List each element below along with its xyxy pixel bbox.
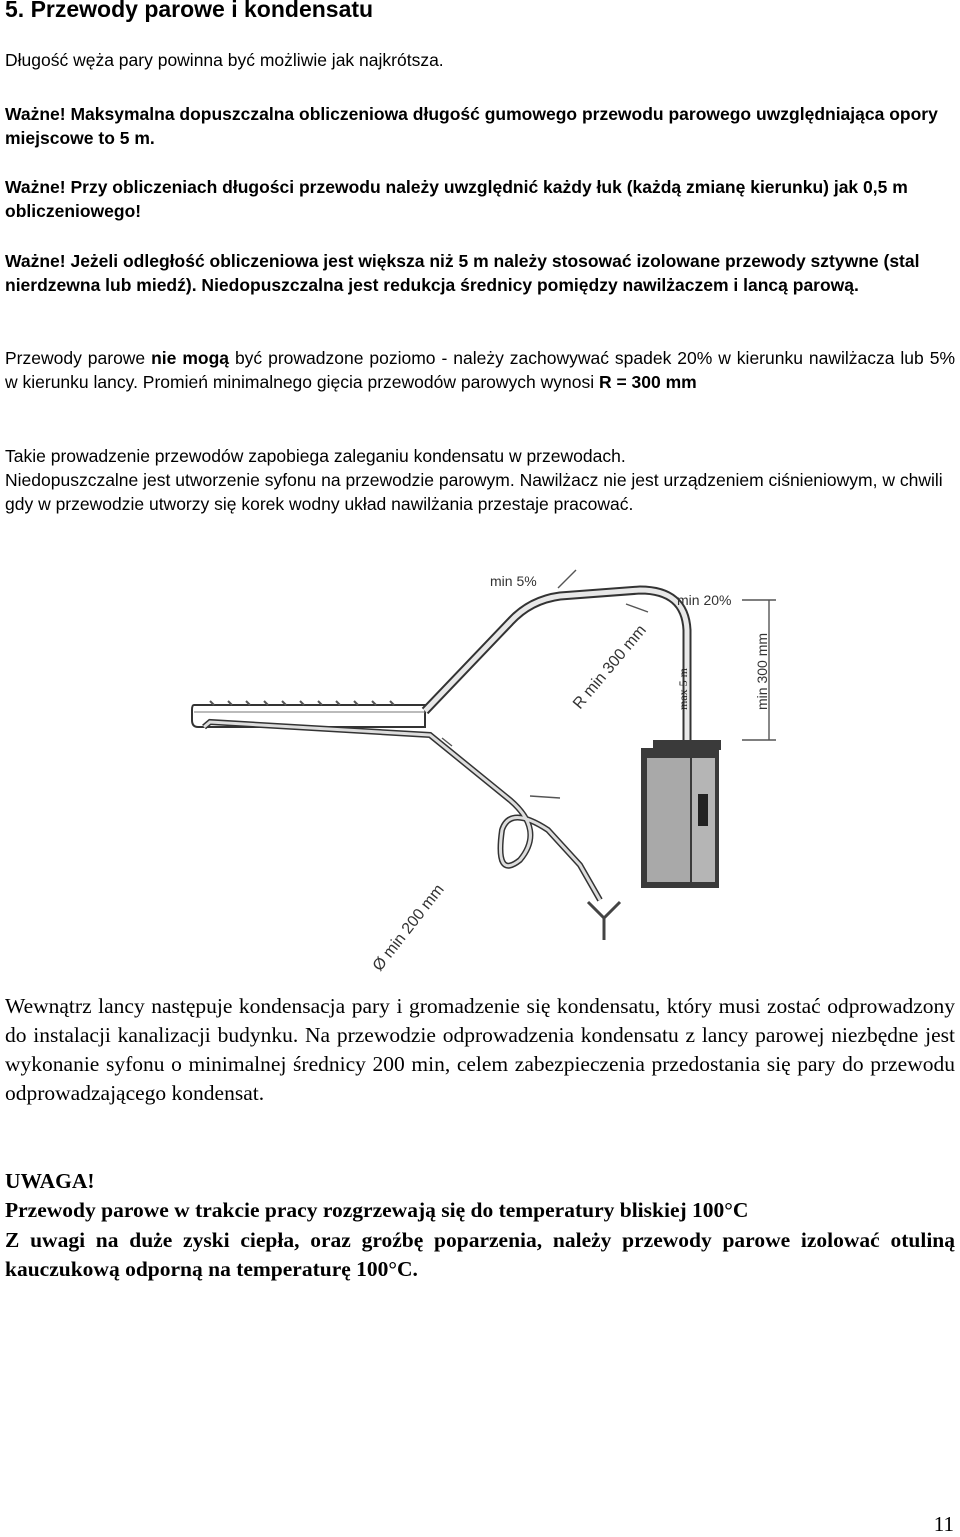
page-number: 11	[933, 1512, 954, 1536]
condensate-text-2: Niedopuszczalne jest utworzenie syfonu na przewodzie parowym. Nawilżacz nie jest urządzeniem ciśnieniowym, w chwili gdy w przewodzie utworzy się korek wodny układ nawilżania przestaje pracować.	[5, 470, 943, 514]
condensate-lance-paragraph: Wewnątrz lancy następuje kondensacja pary i gromadzenie się kondensatu, który musi zostać odprowadzony do instalacji kanalizacji budynku. Na przewodzie odprowadzenia kondensatu z lancy parowej niezbędne jest wykonanie syfonu o minimalnej średnicy 200 min, celem zabezpieczenia przedostania się pary do przewodu odprowadzającego kondensat.	[5, 994, 955, 1105]
section-heading: 5. Przewody parowe i kondensatu	[5, 0, 374, 22]
label-siphon-diameter: Ø min 200 mm	[369, 881, 448, 975]
warning-rigid-pipes-text: Ważne! Jeżeli odległość obliczeniowa jest większa niż 5 m należy stosować izolowane przewody sztywne (stal nierdzewna lub miedź).	[5, 251, 920, 295]
intro-paragraph: Długość węża pary powinna być możliwie jak najkrótsza.	[5, 50, 444, 70]
label-min-300: min 300 mm	[754, 632, 770, 710]
warning-insulation: Z uwagi na duże zyski ciepła, oraz groźbę poparzenia, należy przewody parowe izolować otuliną kauczukową odporną na temperaturę 100°C.	[5, 1228, 955, 1281]
routing-paragraph	[5, 346, 955, 394]
routing-text-1: Przewody parowe	[5, 348, 152, 368]
label-radius: R min 300 mm	[570, 621, 650, 713]
routing-emphasis: nie mogą	[151, 348, 230, 368]
label-min-20: min 20%	[677, 592, 732, 608]
steam-hose-diagram	[180, 560, 780, 1000]
warning-temperature: Przewody parowe w trakcie pracy rozgrzewają się do temperatury bliskiej 100°C	[5, 1198, 749, 1222]
warning-rigid-pipes	[5, 249, 955, 297]
warning-diameter-text: Niedopuszczalna jest redukcja średnicy pomiędzy nawilżaczem i lancą parową.	[196, 275, 859, 295]
warning-title: UWAGA!	[5, 1169, 95, 1193]
warning-max-length: Ważne! Maksymalna dopuszczalna obliczeniowa długość gumowego przewodu parowego uwzględniająca opory miejscowe to 5 m.	[5, 104, 938, 148]
warning-bends: Ważne! Przy obliczeniach długości przewodu należy uwzględnić każdy łuk (każdą zmianę kierunku) jak 0,5 m obliczeniowego!	[5, 177, 908, 221]
label-min-5: min 5%	[490, 573, 537, 589]
steam-hose	[425, 590, 687, 746]
routing-radius: R = 300 mm	[598, 372, 697, 392]
label-max-5m: max 5 m	[676, 668, 690, 710]
drain-symbol	[588, 902, 620, 940]
humidifier-unit	[641, 740, 721, 888]
condensate-paragraph	[5, 444, 955, 516]
condensate-text-1: Takie prowadzenie przewodów zapobiega zaleganiu kondensatu w przewodach.	[5, 446, 626, 466]
condensate-line	[204, 722, 600, 900]
routing-text-2: być prowadzone poziomo - należy zachowywać spadek 20% w kierunku nawilżacza lub 5% w kierunku lancy. Promień minimalnego gięcia przewodów parowych wynosi	[5, 348, 955, 392]
